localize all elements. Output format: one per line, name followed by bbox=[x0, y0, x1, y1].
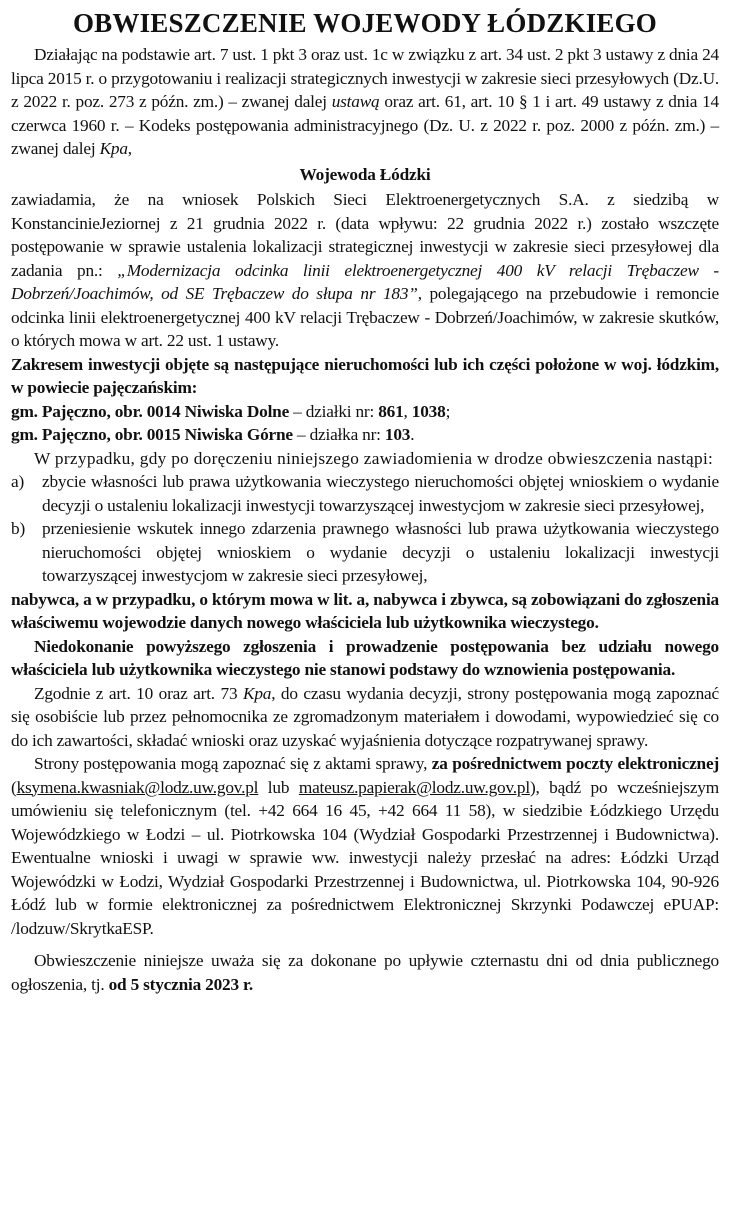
case-list bbox=[11, 470, 719, 588]
authority-heading: Wojewoda Łódzki bbox=[299, 164, 431, 184]
line-end: ; bbox=[445, 401, 451, 421]
legal-basis-kpa-term: Kpa bbox=[99, 139, 128, 158]
access-text-1: Strony postępowania mogą zapoznać się z aktami sprawy, bbox=[34, 754, 432, 773]
plots-label: – działki nr: bbox=[289, 401, 379, 421]
list-item bbox=[11, 470, 719, 517]
list-marker: a) bbox=[11, 472, 25, 491]
legal-basis-text-3: , bbox=[127, 139, 132, 158]
rights-text-1: Zgodnie z art. 10 oraz art. 73 bbox=[34, 683, 243, 703]
precinct-niwiska-dolne: gm. Pajęczno, obr. 0014 Niwiska Dolne bbox=[11, 401, 290, 421]
legal-basis-paragraph bbox=[11, 43, 719, 161]
scope-heading: Zakresem inwestycji objęte są następujące nieruchomości lub ich części położone w woj. łódzkim, w powiecie pajęczańskim: bbox=[11, 354, 719, 397]
access-text-4: ), bądź po wcześniejszym umówieniu się telefonicznym (tel. +42 664 16 45, +42 664 11 58), w siedzibie Łódzkiego Urzędu Wojewódzkiego w Łodzi – ul. Piotrkowska 104 (Wydział Gospodarki Przestrzennej i Budownictwa). Ewentualne wnioski i uwagi w sprawie ww. inwestycji należy przesłać na adres: Łódzki Urząd Wojewódzki w Łodzi, Wydział Gospodarki Przestrzennej i Budownictwa, ul. Piotrkowska 104, 90-926 Łódź lub w formie elektronicznej za pośrednictwem Elektronicznej Skrzynki Podawczej ePUAP: /lodzuw/SkrytkaESP. bbox=[11, 777, 719, 938]
email-link-ksymena[interactable]: ksymena.kwasniak@lodz.uw.gov.pl bbox=[16, 777, 259, 797]
list-item bbox=[11, 517, 719, 588]
scope-line-niwiska-gorne bbox=[11, 423, 719, 447]
rights-kpa-term: Kpa bbox=[243, 683, 272, 703]
list-item-text: przeniesienie wskutek innego zdarzenia prawnego własności lub prawa użytkowania wieczystego nieruchomości objętej wnioskiem o wydanie decyzji o ustaleniu lokalizacji inwestycji towarzyszącej inwestycjom w zakresie sieci przesyłowej, bbox=[42, 519, 719, 585]
notice-paragraph bbox=[11, 188, 719, 353]
obligation-paragraph: nabywca, a w przypadku, o którym mowa w lit. a, nabywca i zbywca, są zobowiązani do zgłoszenia właściwemu wojewodzie danych nowego właściciela lub użytkownika wieczystego. bbox=[11, 589, 719, 632]
precinct-niwiska-gorne: gm. Pajęczno, obr. 0015 Niwiska Górne bbox=[11, 425, 293, 444]
legal-basis-text-1: Działając na podstawie art. 7 ust. 1 pkt 3 oraz ust. 1c w związku z art. 34 ust. 2 pkt 3 ustawy z dnia 24 lipca 2015 r. o przygotowaniu i realizacji strategicznych inwestycji w zakresie sieci przesyłowych (Dz.U. z 2022 r. poz. 273 z późn. zm.) – zwanej dalej bbox=[11, 45, 719, 111]
effective-date: od 5 stycznia 2023 r. bbox=[108, 974, 254, 994]
plot-label: – działka nr: bbox=[292, 425, 385, 444]
closing-paragraph bbox=[11, 949, 719, 996]
page-title: OBWIESZCZENIE WOJEWODY ŁÓDZKIEGO bbox=[72, 8, 658, 38]
rights-paragraph bbox=[11, 682, 719, 753]
rights-text-2: , do czasu wydania decyzji, strony postępowania mogą zapoznać się osobiście lub przez pełnomocnika ze zgromadzonym materiałem i dowodami, wypowiedzieć się co do ich zawartości, składać wnioski oraz uzyskać wyjaśnienia dotyczące rozpatrywanej sprawy. bbox=[11, 683, 719, 750]
plot-number: 103 bbox=[384, 425, 411, 444]
scope-line-niwiska-dolne bbox=[11, 400, 719, 424]
legal-basis-text-2: oraz art. 61, art. 10 § 1 i art. 49 ustawy z dnia 14 czerwca 1960 r. – Kodeks postępowania administracyjnego (Dz. U. z 2022 r. poz. 2000 z późn. zm.) – zwanej dalej bbox=[11, 92, 719, 158]
notice-text-2: , polegającego na przebudowie i remoncie odcinka linii elektroenergetycznej 400 kV relacji Trębaczew - Dobrzeń/Joachimów, w zakresie skutków, o których mowa w art. 22 ust. 1 ustawy. bbox=[11, 284, 719, 350]
legal-basis-ustawa-term: ustawą bbox=[331, 92, 380, 111]
line-end: . bbox=[410, 425, 415, 444]
closing-text: Obwieszczenie niniejsze uważa się za dokonane po upływie czternastu dni od dnia publicznego ogłoszenia, tj. bbox=[11, 951, 719, 994]
warning-paragraph: Niedokonanie powyższego zgłoszenia i prowadzenie postępowania bez udziału nowego właściciela lub użytkownika wieczystego nie stanowi podstawy do wznowienia postępowania. bbox=[11, 636, 719, 679]
case-intro: W przypadku, gdy po doręczeniu niniejszego zawiadomienia w drodze obwieszczenia nastąpi: bbox=[34, 448, 714, 468]
access-text-3: lub bbox=[258, 777, 299, 797]
access-paragraph bbox=[11, 752, 719, 940]
access-text-2: ( bbox=[11, 777, 17, 797]
notice-text-1: zawiadamia, że na wniosek Polskich Sieci Elektroenergetycznych S.A. z siedzibą w KonstancinieJeziornej z 21 grudnia 2022 r. (data wpływu: 22 grudnia 2022 r.) zostało wszczęte postępowanie w sprawie ustalenia lokalizacji strategicznej inwestycji w zakresie sieci przesyłowej dla zadania pn.: bbox=[11, 190, 719, 280]
task-name: „Modernizacja odcinka linii elektroenergetycznej 400 kV relacji Trębaczew - Dobrzeń/Joachimów, od SE Trębaczew do słupa nr 183” bbox=[11, 260, 719, 303]
list-item-text: zbycie własności lub prawa użytkowania wieczystego nieruchomości objętej wnioskiem o wydanie decyzji o ustaleniu lokalizacji inwestycji towarzyszącej inwestycjom w zakresie sieci przesyłowej, bbox=[42, 472, 719, 515]
plot-separator: , bbox=[403, 401, 412, 421]
plot-number: 1038 bbox=[411, 401, 446, 421]
plot-number: 861 bbox=[378, 401, 404, 421]
list-marker: b) bbox=[11, 519, 25, 538]
email-access-phrase: za pośrednictwem poczty elektronicznej bbox=[431, 754, 719, 773]
email-link-mateusz[interactable]: mateusz.papierak@lodz.uw.gov.pl bbox=[298, 777, 530, 797]
